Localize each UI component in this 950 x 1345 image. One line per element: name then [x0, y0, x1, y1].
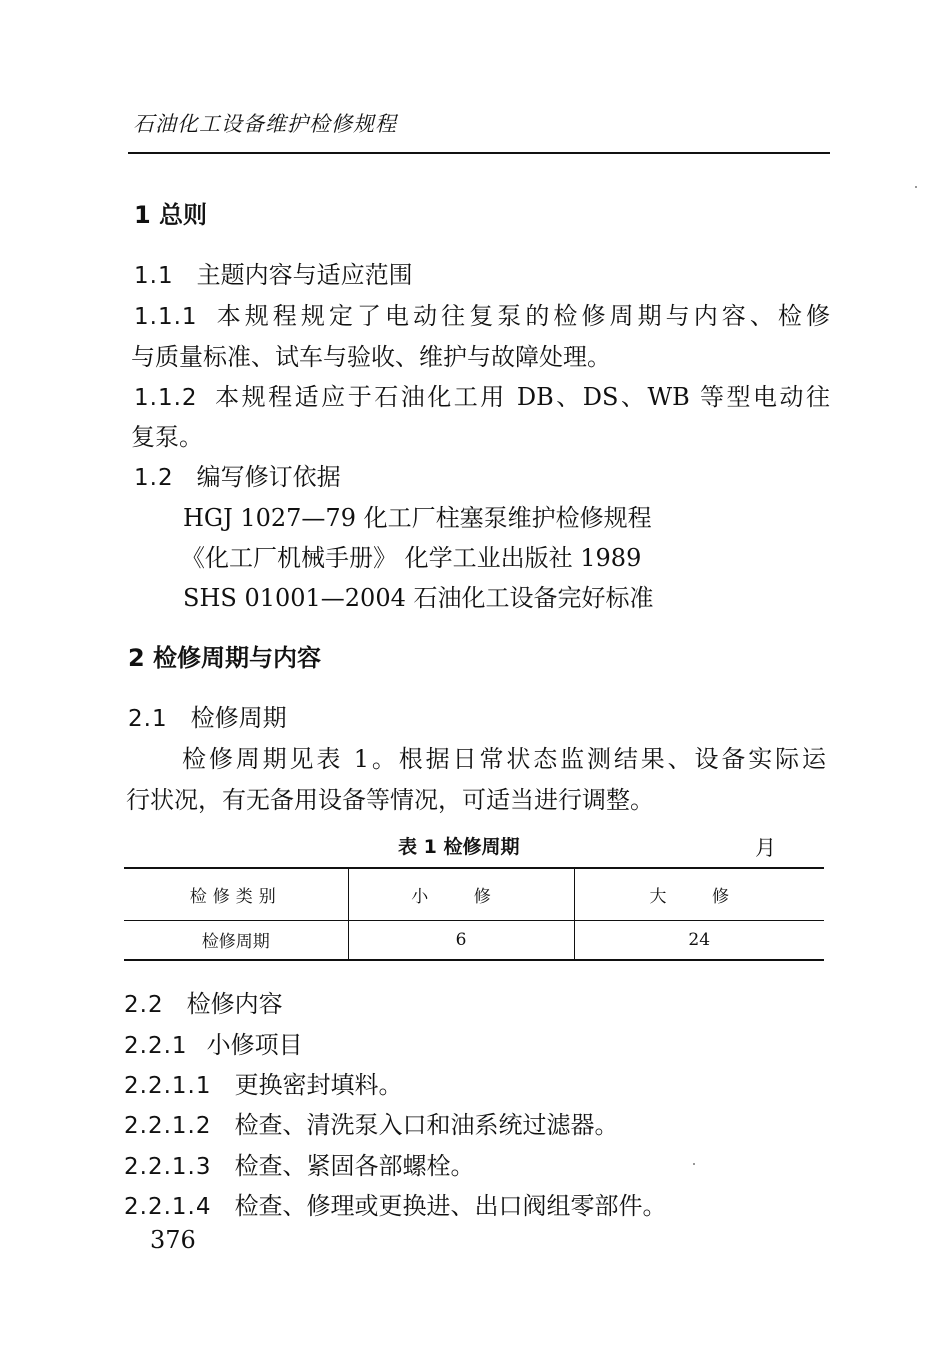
page-number: 376 — [150, 1226, 196, 1254]
section-number: 2.2 — [124, 992, 164, 1018]
section-text: 检修内容 — [186, 990, 283, 1018]
list-item — [124, 1065, 403, 1100]
paragraph-line: 检修周期见表 1。根据日常状态监测结果、设备实际运 — [182, 745, 826, 773]
header-rule — [128, 152, 830, 154]
paragraph-line: 本规程适应于石油化工用 DB、DS、WB 等型电动往 — [215, 383, 831, 411]
running-header: 石油化工设备维护检修规程 — [133, 112, 397, 136]
section-number: 1.1.1 — [134, 304, 198, 330]
item-text: 更换密封填料。 — [234, 1071, 403, 1099]
item-text: 检查、紧固各部螺栓。 — [234, 1152, 475, 1180]
section-text: 小修项目 — [206, 1031, 303, 1059]
item-text: 检查、修理或更换进、出口阀组零部件。 — [234, 1192, 667, 1220]
header-cell: 检修类别 — [189, 886, 282, 907]
list-item — [124, 1146, 475, 1181]
paragraph-first-line — [182, 739, 826, 774]
reference-item: SHS 01001—2004 石油化工设备完好标准 — [183, 584, 654, 612]
section-number: 1.1.2 — [134, 385, 198, 411]
item-number: 2.2.1.4 — [124, 1194, 212, 1220]
header-cell: 小 修 — [348, 868, 574, 920]
section-number: 2.1 — [128, 706, 168, 732]
table-cell: 检修周期 — [201, 932, 270, 953]
section-2-title: 2 检修周期与内容 — [128, 644, 322, 672]
section-1-1-1 — [134, 296, 830, 331]
table-unit: 月 — [755, 836, 776, 860]
table-row — [124, 920, 824, 960]
scan-speck — [693, 1163, 695, 1165]
section-number: 2.2.1 — [124, 1033, 188, 1059]
section-number: 1.1 — [134, 263, 174, 289]
reference-item: 《化工厂机械手册》 化学工业出版社 1989 — [181, 544, 642, 572]
section-text: 编写修订依据 — [196, 463, 341, 491]
section-1-2 — [134, 457, 341, 492]
item-number: 2.2.1.1 — [124, 1073, 212, 1099]
item-number: 2.2.1.2 — [124, 1113, 212, 1139]
table-cell: 6 — [348, 920, 574, 960]
paragraph-line: 本规程规定了电动往复泵的检修周期与内容、检修 — [216, 302, 830, 330]
section-number: 1.2 — [134, 465, 174, 491]
reference-item: HGJ 1027—79 化工厂柱塞泵维护检修规程 — [183, 504, 652, 532]
maintenance-cycle-table — [124, 867, 824, 961]
table-title: 表 1 检修周期 — [398, 836, 520, 858]
section-text: 检修周期 — [190, 704, 287, 732]
paragraph-line: 行状况，有无备用设备等情况，可适当进行调整。 — [126, 786, 654, 814]
paragraph-line: 复泵。 — [131, 423, 203, 451]
header-cell: 大 修 — [574, 868, 824, 920]
list-item — [124, 1105, 619, 1140]
section-1-1-2 — [134, 377, 830, 412]
item-number: 2.2.1.3 — [124, 1154, 212, 1180]
paragraph-line: 与质量标准、试车与验收、维护与故障处理。 — [131, 343, 611, 371]
section-text: 主题内容与适应范围 — [196, 261, 413, 289]
section-2-1 — [128, 698, 287, 733]
table-cell: 24 — [574, 920, 824, 960]
section-1-1 — [134, 255, 413, 290]
item-text: 检查、清洗泵入口和油系统过滤器。 — [234, 1111, 619, 1139]
scan-speck — [915, 186, 917, 188]
section-2-2 — [124, 984, 283, 1019]
table-header-row — [124, 868, 824, 920]
section-1-title: 1 总则 — [134, 201, 208, 229]
section-2-2-1 — [124, 1025, 303, 1060]
list-item — [124, 1186, 667, 1221]
